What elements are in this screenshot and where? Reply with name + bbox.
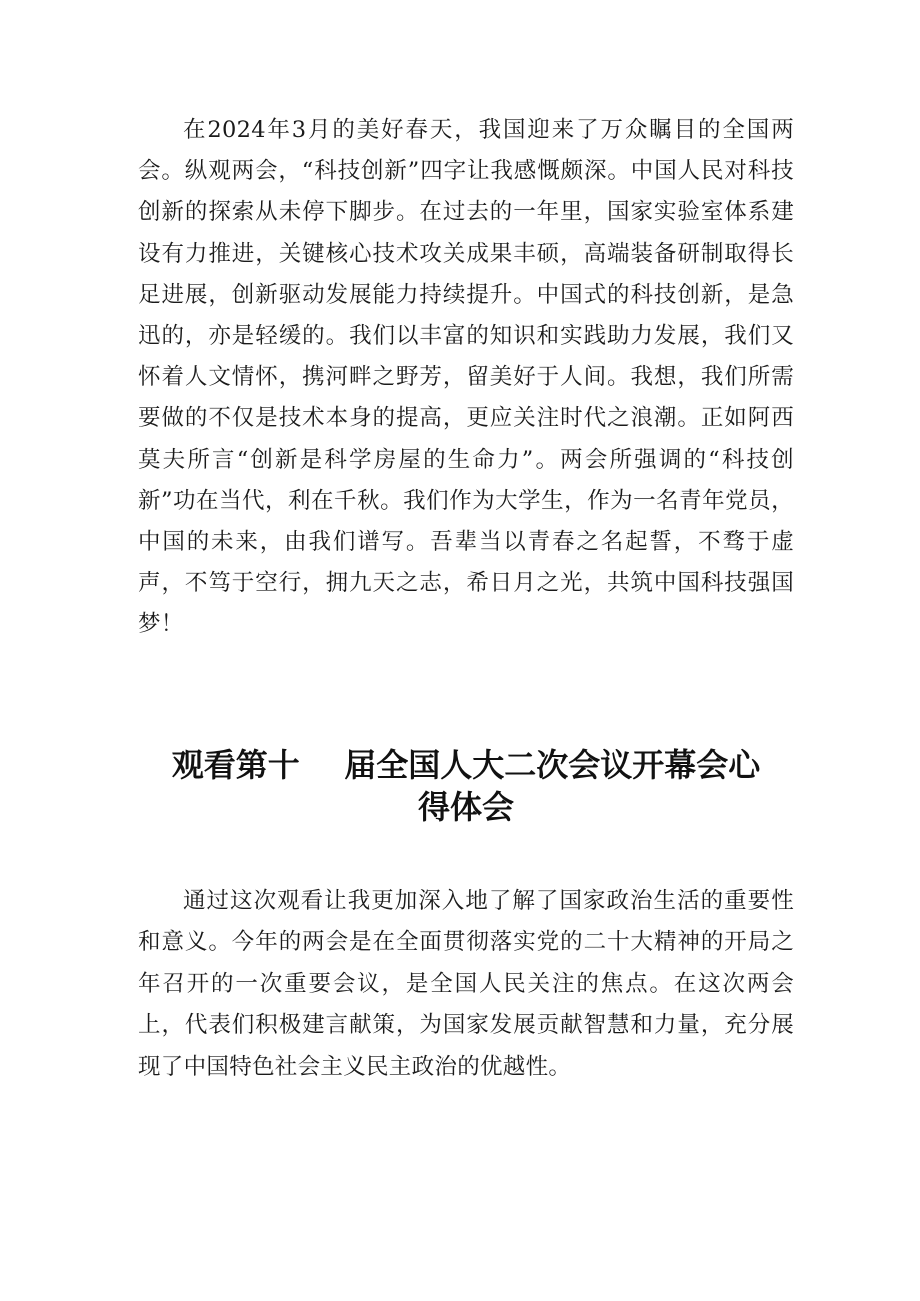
section-title-line-2: 得体会 [417,788,514,826]
essay-paragraph-political-life: 通过这次观看让我更加深入地了解了国家政治生活的重要性和意义。今年的两会是在全面贯彻落实党的二十大精神的开局之年召开的一次重要会议，是全国人民关注的焦点。在这次两会上，代表们积极建言献策，为国家发展贡献智慧和力量，充分展现了中国特色社会主义民主政治的优越性。 [138,888,794,1080]
section-title-line-1: 观看第十 届全国人大二次会议开幕会心 [171,746,761,784]
essay-paragraph-tech-innovation: 在2024年3月的美好春天，我国迎来了万众瞩目的全国两会。纵观两会，“科技创新”四字让我感慨颇深。中国人民对科技创新的探索从未停下脚步。在过去的一年里，国家实验室体系建设有力推进，关键核心技术攻关成果丰硕，高端装备研制取得长足进展，创新驱动发展能力持续提升。中国式的科技创新，是急迅的，亦是轻缓的。我们以丰富的知识和实践助力发展，我们又怀着人文情怀，携河畔之野芳，留美好于人间。我想，我们所需要做的不仅是技术本身的提高，更应关注时代之浪潮。正如阿西莫夫所言“创新是科学房屋的生命力”。两会所强调的“科技创新”功在当代，利在千秋。我们作为大学生，作为一名青年党员，中国的未来，由我们谱写。吾辈当以青春之名起誓，不骛于虚声，不笃于空行，拥九天之志，希日月之光，共筑中国科技强国梦！ [138,117,794,638]
section-title [138,744,794,828]
